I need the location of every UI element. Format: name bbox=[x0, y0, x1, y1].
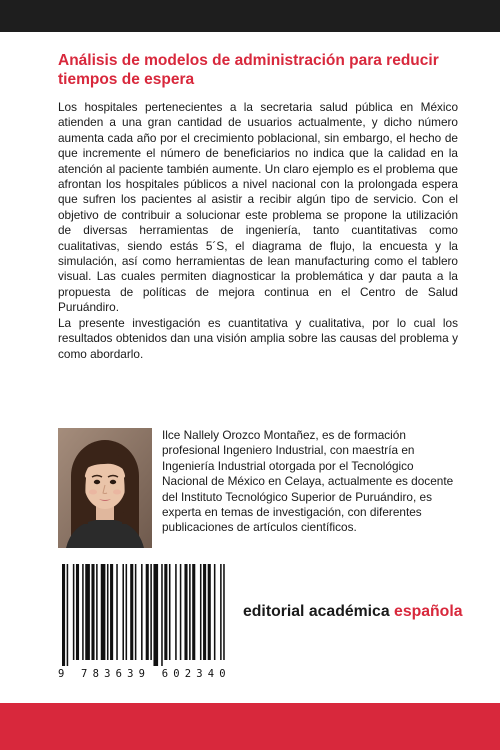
barcode-bar bbox=[62, 564, 65, 666]
barcode-bar bbox=[223, 564, 225, 660]
barcode-bar bbox=[220, 564, 222, 660]
barcode-bar bbox=[153, 564, 158, 666]
abstract-paragraph: La presente investigación es cuantitativa y cualitativa, por lo cual los resultados obtenidos dan una visión amplia sobre las causas del problema y como abordarlo. bbox=[58, 315, 458, 361]
barcode-bar bbox=[126, 564, 128, 660]
publisher-logo bbox=[243, 603, 473, 621]
barcode-bar bbox=[214, 564, 216, 660]
barcode-bar bbox=[175, 564, 177, 660]
barcode-bar bbox=[135, 564, 137, 660]
author-photo bbox=[58, 428, 152, 548]
publisher-name-part1: editorial académica bbox=[243, 603, 390, 620]
barcode-bar bbox=[169, 564, 171, 660]
bottom-bar bbox=[0, 703, 500, 750]
barcode-bar bbox=[116, 564, 118, 660]
author-portrait-illustration bbox=[58, 428, 152, 548]
barcode-bar bbox=[164, 564, 167, 660]
barcode-bar bbox=[184, 564, 187, 660]
publisher-name-part2: española bbox=[394, 603, 463, 620]
barcode-bar bbox=[110, 564, 113, 660]
barcode-bar bbox=[73, 564, 75, 660]
barcode-bar bbox=[107, 564, 109, 660]
barcode-bar bbox=[141, 564, 143, 660]
abstract-paragraph: Los hospitales pertenecientes a la secretaria salud pública en México atienden a una gran cantidad de usuarios actualmente, y dicho número aumenta cada año por el crecimiento poblacional, sin embargo, el hecho de que incremente el número de beneficiarios no indica que la calidad en la atención al paciente también aumente. Un claro ejemplo es el problema que afrontan los hospitales públicos a nivel nacional con la prolongada espera que sufren los pacientes al asistir a recibir algún tipo de servicio. Con el objetivo de contribuir a solucionar este problema se propone la utilización de diversas herramientas de ingeniería, tanto cuantitativas como cualitativas, siendo estás 5´S, el diagrama de flujo, la encuesta y la simulación, así como herramientas de lean manufacturing como el tablero visual. Las cuales permiten diagnosticar la problemática y dar pauta a la propuesta de políticas de mejora continua en el Centro de Salud Puruándiro. bbox=[58, 100, 458, 315]
isbn-barcode bbox=[58, 562, 231, 690]
barcode-bars bbox=[58, 562, 228, 666]
book-title: Análisis de modelos de administración para reducir tiempos de espera bbox=[58, 52, 439, 88]
barcode-bar bbox=[203, 564, 206, 660]
barcode-bar bbox=[146, 564, 149, 660]
barcode-bar bbox=[180, 564, 182, 660]
barcode-bar bbox=[192, 564, 195, 660]
barcode-bar bbox=[91, 564, 94, 660]
book-abstract bbox=[58, 100, 458, 362]
isbn-digits: 9 783639 602340 bbox=[58, 668, 231, 680]
author-bio: Ilce Nallely Orozco Montañez, es de formación profesional Ingeniero Industrial, con maestría en Ingeniería Industrial otorgada por el Tecnológico Nacional de México en Celaya, actualmente es docente del Instituto Tecnológico Superior de Puruándiro, es experta en temas de investigación, con diferentes publicaciones de artículos científicos. bbox=[162, 428, 454, 535]
barcode-bar bbox=[82, 564, 84, 660]
barcode-bar bbox=[122, 564, 124, 660]
barcode-bar bbox=[85, 564, 90, 660]
barcode-bar bbox=[150, 564, 152, 660]
barcode-bar bbox=[76, 564, 79, 660]
barcode-bar bbox=[161, 564, 163, 666]
barcode-bar bbox=[96, 564, 98, 660]
barcode-bar bbox=[130, 564, 133, 660]
barcode-bar bbox=[101, 564, 106, 660]
barcode-bar bbox=[208, 564, 211, 660]
barcode-bar bbox=[189, 564, 191, 660]
barcode-bar bbox=[200, 564, 202, 660]
barcode-bar bbox=[67, 564, 69, 666]
top-bar bbox=[0, 0, 500, 32]
